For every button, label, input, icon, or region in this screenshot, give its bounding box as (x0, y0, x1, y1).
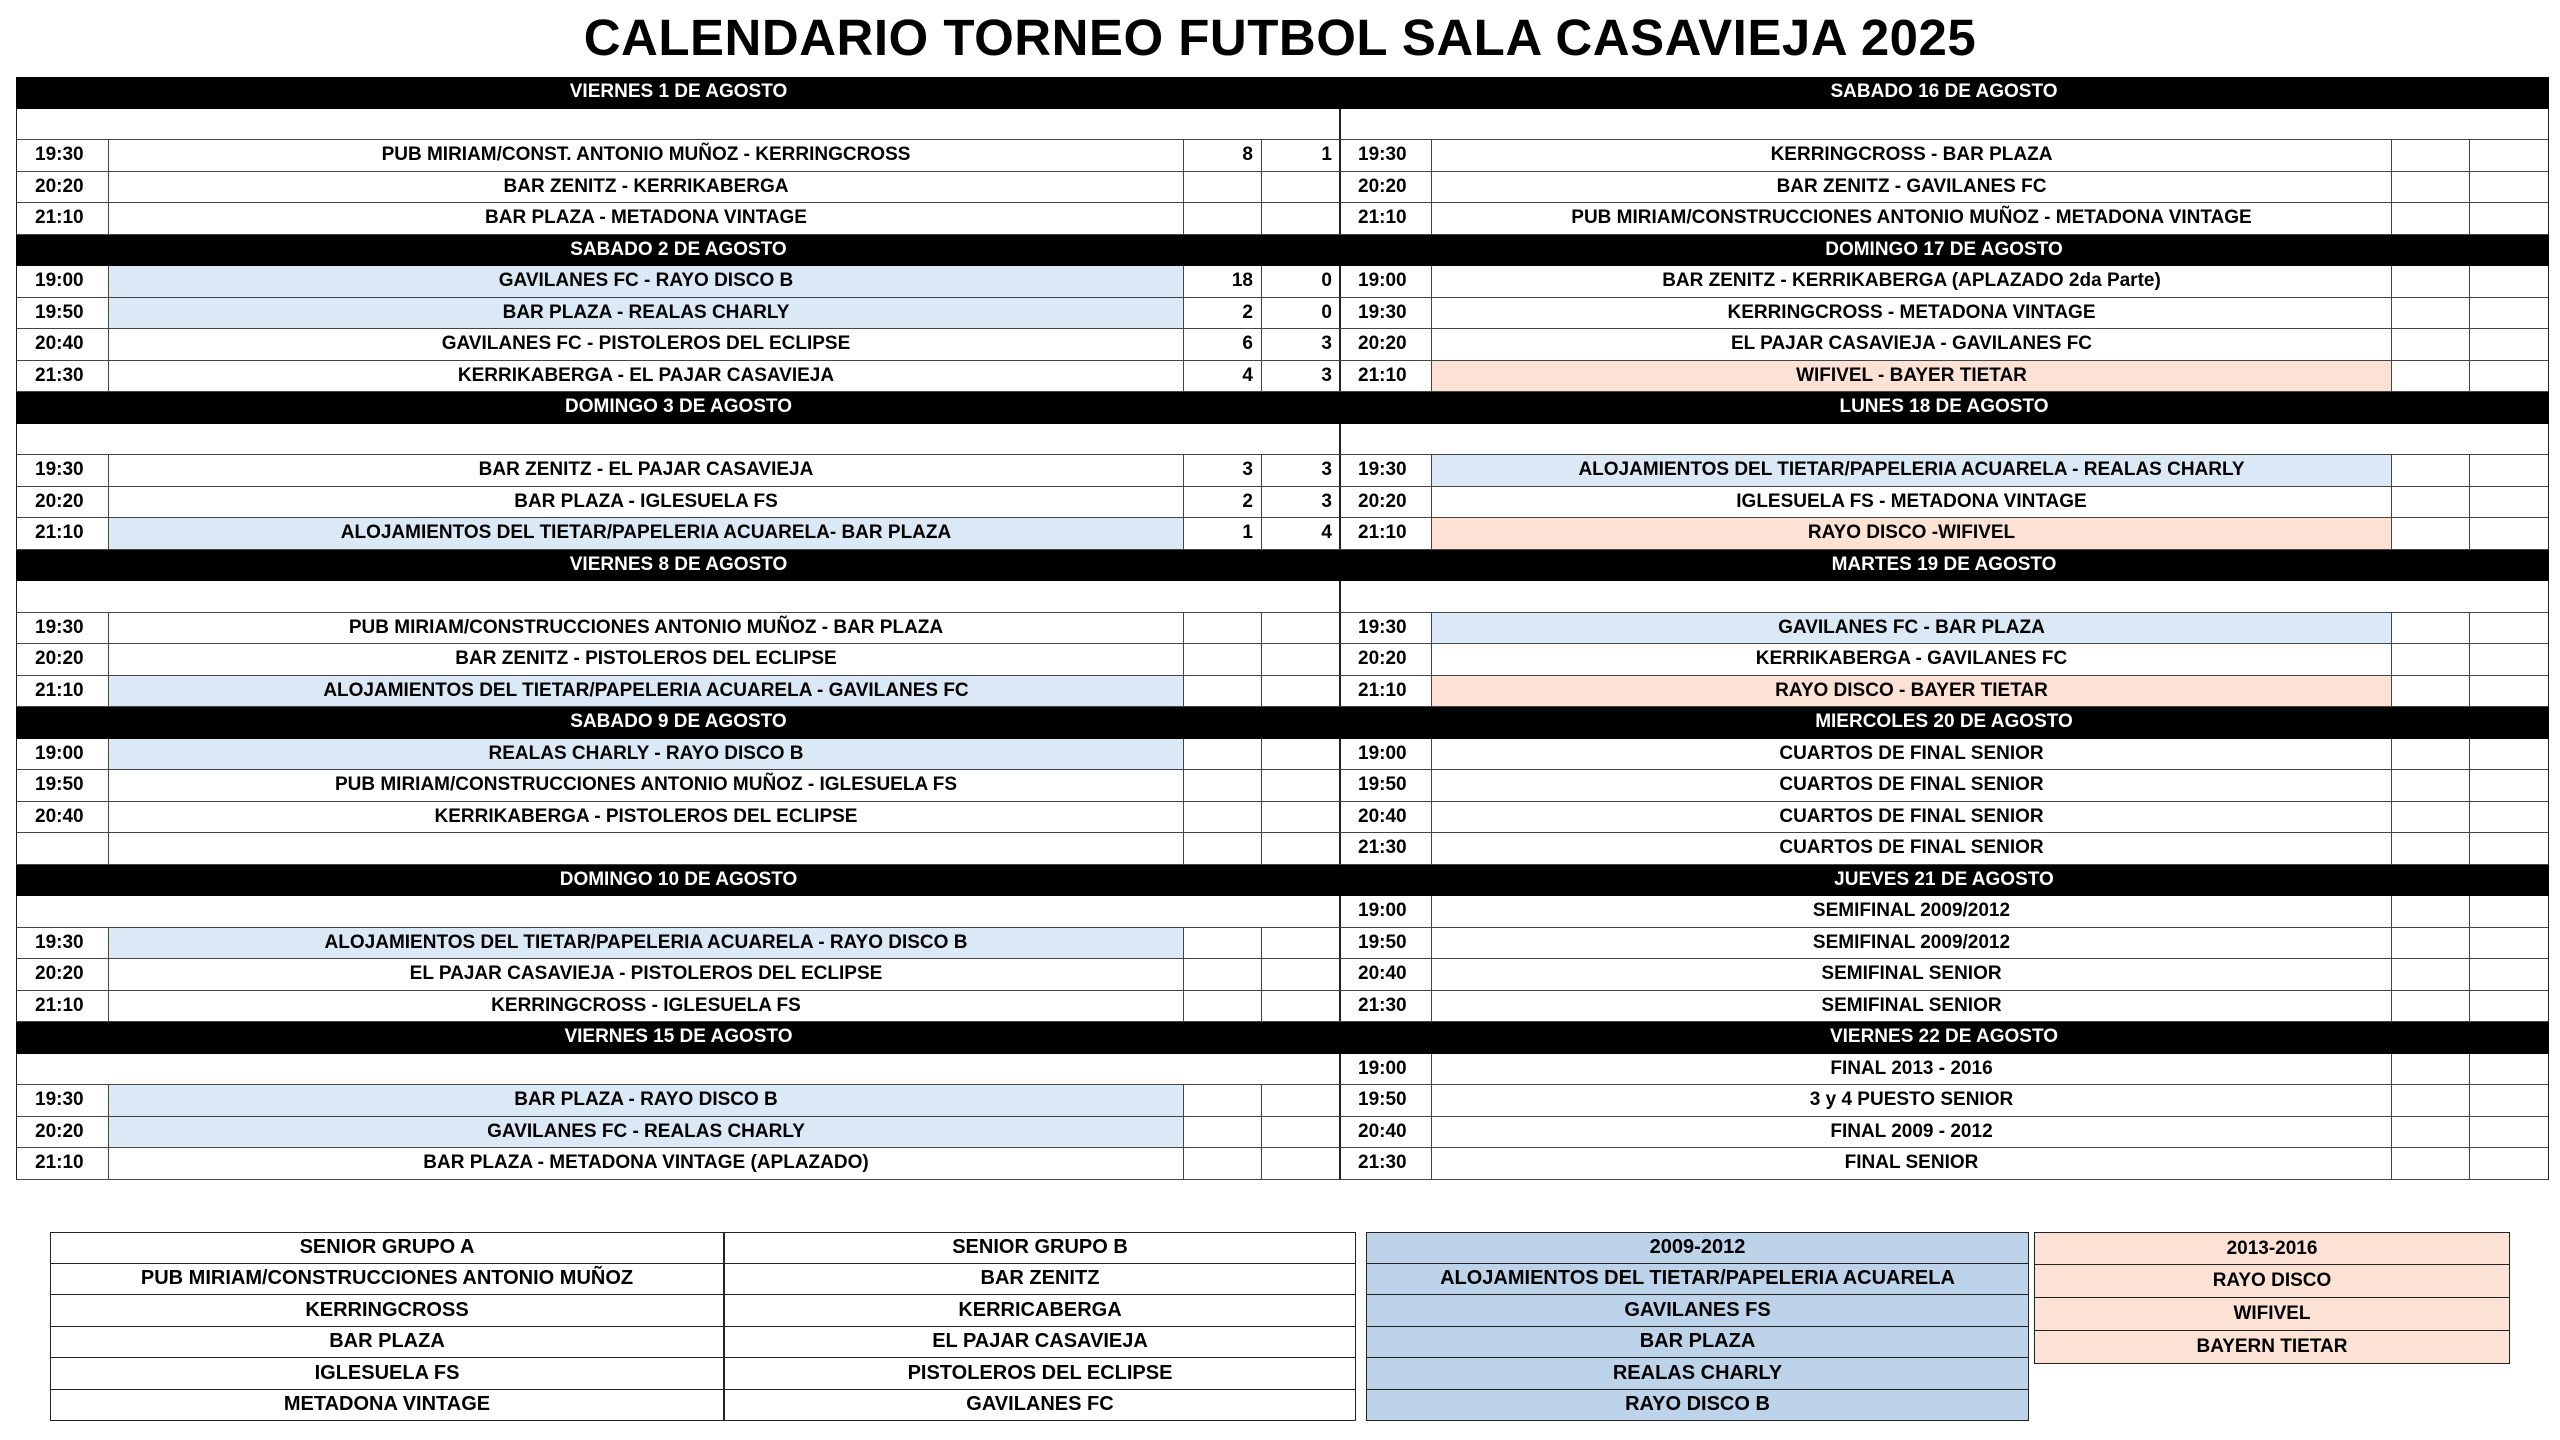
match-teams: BAR ZENITZ - EL PAJAR CASAVIEJA (109, 455, 1184, 486)
match-teams: FINAL 2009 - 2012 (1432, 1117, 2392, 1148)
score-away (1262, 676, 1340, 707)
match-row (16, 361, 1341, 393)
match-time: 21:10 (1340, 518, 1432, 549)
score-away (2470, 739, 2548, 770)
group-team: PISTOLEROS DEL ECLIPSE (724, 1358, 1356, 1390)
match-row (16, 266, 1341, 298)
group-title: SENIOR GRUPO B (724, 1232, 1356, 1264)
match-time (17, 833, 109, 864)
match-teams: BAR PLAZA - METADONA VINTAGE (109, 203, 1184, 234)
score-home (2392, 613, 2470, 644)
group-2013-2016 (2034, 1232, 2510, 1364)
match-teams: SEMIFINAL 2009/2012 (1432, 896, 2392, 927)
score-home (2392, 959, 2470, 990)
group-team: BAR ZENITZ (724, 1264, 1356, 1296)
day-header: SABADO 2 DE AGOSTO (16, 235, 1341, 267)
match-row (1339, 1085, 2549, 1117)
match-teams: PUB MIRIAM/CONSTRUCCIONES ANTONIO MUÑOZ - BAR PLAZA (109, 613, 1184, 644)
match-time: 21:30 (1340, 833, 1432, 864)
match-teams: BAR PLAZA - RAYO DISCO B (109, 1085, 1184, 1116)
score-home (1184, 203, 1262, 234)
score-home (1184, 833, 1262, 864)
day-header: VIERNES 1 DE AGOSTO (16, 77, 1341, 109)
match-time: 21:10 (17, 518, 109, 549)
match-time: 19:30 (1340, 455, 1432, 486)
match-time: 19:30 (17, 140, 109, 171)
match-row (1339, 770, 2549, 802)
score-away (1262, 1085, 1340, 1116)
match-time: 21:30 (1340, 1148, 1432, 1179)
match-time: 19:00 (1340, 266, 1432, 297)
day-header: JUEVES 21 DE AGOSTO (1339, 865, 2549, 897)
score-away (2470, 1117, 2548, 1148)
match-time: 20:20 (17, 959, 109, 990)
match-row (16, 487, 1341, 519)
match-row (1339, 518, 2549, 550)
match-time: 20:20 (1340, 172, 1432, 203)
score-home: 18 (1184, 266, 1262, 297)
score-home (1184, 676, 1262, 707)
score-home (2392, 991, 2470, 1022)
score-away (2470, 770, 2548, 801)
match-teams: ALOJAMIENTOS DEL TIETAR/PAPELERIA ACUARELA - RAYO DISCO B (109, 928, 1184, 959)
match-teams: WIFIVEL - BAYER TIETAR (1432, 361, 2392, 392)
score-home (2392, 770, 2470, 801)
match-teams: PUB MIRIAM/CONSTRUCCIONES ANTONIO MUÑOZ - METADONA VINTAGE (1432, 203, 2392, 234)
match-teams: 3 y 4 PUESTO SENIOR (1432, 1085, 2392, 1116)
match-teams: SEMIFINAL SENIOR (1432, 991, 2392, 1022)
group-team: METADONA VINTAGE (50, 1390, 724, 1422)
score-home (1184, 1117, 1262, 1148)
match-time: 19:30 (17, 1085, 109, 1116)
match-teams: CUARTOS DE FINAL SENIOR (1432, 833, 2392, 864)
match-row (16, 959, 1341, 991)
group-team: WIFIVEL (2034, 1298, 2510, 1331)
schedule-left (16, 77, 1341, 1180)
day-header: DOMINGO 17 DE AGOSTO (1339, 235, 2549, 267)
score-home (2392, 802, 2470, 833)
score-home (2392, 1148, 2470, 1179)
match-time: 21:10 (17, 1148, 109, 1179)
match-row (1339, 991, 2549, 1023)
score-home (2392, 1085, 2470, 1116)
match-teams: ALOJAMIENTOS DEL TIETAR/PAPELERIA ACUARELA- BAR PLAZA (109, 518, 1184, 549)
match-row (16, 298, 1341, 330)
match-row (1339, 896, 2549, 928)
match-time: 19:30 (17, 928, 109, 959)
score-home (1184, 959, 1262, 990)
match-row (16, 172, 1341, 204)
score-home: 3 (1184, 455, 1262, 486)
score-home: 1 (1184, 518, 1262, 549)
match-row (1339, 644, 2549, 676)
match-time: 19:00 (1340, 1054, 1432, 1085)
match-time: 20:40 (1340, 959, 1432, 990)
score-away: 0 (1321, 270, 1332, 292)
match-row (1339, 266, 2549, 298)
match-time: 20:40 (17, 802, 109, 833)
score-away (1262, 770, 1340, 801)
match-row (16, 518, 1341, 550)
score-away (2470, 991, 2548, 1022)
score-home (2392, 172, 2470, 203)
match-row (16, 140, 1341, 172)
match-row (16, 455, 1341, 487)
match-time: 20:20 (17, 487, 109, 518)
match-row (1339, 613, 2549, 645)
match-time: 21:10 (1340, 676, 1432, 707)
match-row (16, 1117, 1341, 1149)
match-row (16, 1085, 1341, 1117)
match-teams: KERRINGCROSS - BAR PLAZA (1432, 140, 2392, 171)
score-away (2470, 455, 2548, 486)
score-away (2470, 329, 2548, 360)
score-away (1262, 172, 1340, 203)
match-time: 19:50 (1340, 770, 1432, 801)
score-home (1184, 172, 1262, 203)
group-team: KERRINGCROSS (50, 1295, 724, 1327)
score-home (2392, 203, 2470, 234)
score-home (2392, 140, 2470, 171)
score-away (2470, 140, 2548, 171)
score-away (2470, 613, 2548, 644)
match-teams: BAR PLAZA - METADONA VINTAGE (APLAZADO) (109, 1148, 1184, 1179)
score-away (2470, 896, 2548, 927)
day-header: SABADO 9 DE AGOSTO (16, 707, 1341, 739)
day-header: DOMINGO 3 DE AGOSTO (16, 392, 1341, 424)
match-teams: CUARTOS DE FINAL SENIOR (1432, 802, 2392, 833)
score-home (2392, 1054, 2470, 1085)
match-time: 20:40 (1340, 1117, 1432, 1148)
group-team: PUB MIRIAM/CONSTRUCCIONES ANTONIO MUÑOZ (50, 1264, 724, 1296)
score-away (1262, 833, 1340, 864)
match-teams: KERRIKABERGA - PISTOLEROS DEL ECLIPSE (109, 802, 1184, 833)
match-teams: IGLESUELA FS - METADONA VINTAGE (1432, 487, 2392, 518)
match-row (16, 739, 1341, 771)
match-row (1339, 833, 2549, 865)
score-away (2470, 1085, 2548, 1116)
match-row (16, 329, 1341, 361)
match-teams: PUB MIRIAM/CONST. ANTONIO MUÑOZ - KERRINGCROSS (109, 140, 1184, 171)
score-away (2470, 1148, 2548, 1179)
day-header: DOMINGO 10 DE AGOSTO (16, 865, 1341, 897)
match-time: 21:10 (1340, 361, 1432, 392)
match-row (16, 1148, 1341, 1180)
score-home (2392, 928, 2470, 959)
group-title: 2009-2012 (1366, 1232, 2029, 1264)
spacer-row (16, 424, 1341, 456)
match-teams: BAR ZENITZ - KERRIKABERGA (109, 172, 1184, 203)
spacer-row (16, 581, 1341, 613)
score-away: 3 (1321, 364, 1332, 386)
match-time: 19:50 (17, 298, 109, 329)
group-title: 2013-2016 (2034, 1232, 2510, 1265)
match-teams: GAVILANES FC - BAR PLAZA (1432, 613, 2392, 644)
score-home (2392, 896, 2470, 927)
match-row (1339, 739, 2549, 771)
match-row (16, 644, 1341, 676)
group-team: GAVILANES FS (1366, 1295, 2029, 1327)
match-teams: GAVILANES FC - PISTOLEROS DEL ECLIPSE (109, 329, 1184, 360)
score-away (2470, 1054, 2548, 1085)
match-row (1339, 203, 2549, 235)
match-time: 21:30 (17, 361, 109, 392)
score-away (2470, 802, 2548, 833)
score-home: 2 (1184, 298, 1262, 329)
group-title: SENIOR GRUPO A (50, 1232, 724, 1264)
match-row (1339, 1148, 2549, 1180)
score-home (1184, 1148, 1262, 1179)
match-time: 19:00 (17, 266, 109, 297)
match-row (1339, 361, 2549, 393)
match-teams: FINAL 2013 - 2016 (1432, 1054, 2392, 1085)
score-away (2470, 487, 2548, 518)
group-team: KERRICABERGA (724, 1295, 1356, 1327)
score-away (1262, 203, 1340, 234)
match-time: 19:00 (1340, 739, 1432, 770)
spacer-row (1339, 109, 2549, 141)
day-header: MIERCOLES 20 DE AGOSTO (1339, 707, 2549, 739)
score-away: 3 (1321, 490, 1332, 512)
group-team: ALOJAMIENTOS DEL TIETAR/PAPELERIA ACUARELA (1366, 1264, 2029, 1296)
match-row (1339, 172, 2549, 204)
match-row (1339, 1054, 2549, 1086)
score-home (1184, 770, 1262, 801)
match-time: 19:30 (17, 613, 109, 644)
group-team: BAR PLAZA (50, 1327, 724, 1359)
day-header: VIERNES 8 DE AGOSTO (16, 550, 1341, 582)
spacer-row (1339, 424, 2549, 456)
score-away (2470, 928, 2548, 959)
match-time: 19:30 (1340, 613, 1432, 644)
score-home: 6 (1184, 329, 1262, 360)
spacer-row (16, 896, 1341, 928)
score-home: 4 (1184, 361, 1262, 392)
match-row (1339, 676, 2549, 708)
spacer-row (16, 109, 1341, 141)
match-teams: KERRINGCROSS - METADONA VINTAGE (1432, 298, 2392, 329)
score-away: 3 (1321, 333, 1332, 355)
match-time: 20:20 (1340, 644, 1432, 675)
score-home (2392, 676, 2470, 707)
score-home (2392, 329, 2470, 360)
match-teams: ALOJAMIENTOS DEL TIETAR/PAPELERIA ACUARELA - REALAS CHARLY (1432, 455, 2392, 486)
score-away (2470, 266, 2548, 297)
score-home: 8 (1184, 140, 1262, 171)
score-home (2392, 833, 2470, 864)
match-teams: RAYO DISCO - BAYER TIETAR (1432, 676, 2392, 707)
score-away (1262, 928, 1340, 959)
match-teams: CUARTOS DE FINAL SENIOR (1432, 739, 2392, 770)
schedule-right (1339, 77, 2549, 1180)
score-away (2470, 518, 2548, 549)
score-home (2392, 298, 2470, 329)
match-teams: BAR PLAZA - IGLESUELA FS (109, 487, 1184, 518)
score-away (2470, 203, 2548, 234)
score-home (2392, 739, 2470, 770)
score-home (1184, 644, 1262, 675)
score-away (2470, 644, 2548, 675)
match-teams: SEMIFINAL 2009/2012 (1432, 928, 2392, 959)
match-teams: REALAS CHARLY - RAYO DISCO B (109, 739, 1184, 770)
score-home (2392, 487, 2470, 518)
match-teams: GAVILANES FC - REALAS CHARLY (109, 1117, 1184, 1148)
score-home (2392, 266, 2470, 297)
score-home (2392, 644, 2470, 675)
match-row (1339, 140, 2549, 172)
match-row (16, 203, 1341, 235)
match-time: 19:50 (17, 770, 109, 801)
day-header: LUNES 18 DE AGOSTO (1339, 392, 2549, 424)
spacer-row (1339, 581, 2549, 613)
day-header: SABADO 16 DE AGOSTO (1339, 77, 2549, 109)
score-away: 4 (1321, 522, 1332, 544)
spacer-row (16, 1054, 1341, 1086)
match-time: 19:00 (17, 739, 109, 770)
score-away (2470, 361, 2548, 392)
match-time: 20:40 (17, 329, 109, 360)
match-time: 21:30 (1340, 991, 1432, 1022)
score-home (1184, 991, 1262, 1022)
match-teams: CUARTOS DE FINAL SENIOR (1432, 770, 2392, 801)
score-away: 3 (1321, 459, 1332, 481)
match-teams: KERRIKABERGA - GAVILANES FC (1432, 644, 2392, 675)
score-away (2470, 959, 2548, 990)
group-senior-a (50, 1232, 724, 1421)
group-team: RAYO DISCO B (1366, 1390, 2029, 1422)
page-title: CALENDARIO TORNEO FUTBOL SALA CASAVIEJA 2025 (583, 9, 1977, 66)
match-teams: PUB MIRIAM/CONSTRUCCIONES ANTONIO MUÑOZ - IGLESUELA FS (109, 770, 1184, 801)
match-row (1339, 959, 2549, 991)
group-team: BAR PLAZA (1366, 1327, 2029, 1359)
match-time: 19:50 (1340, 1085, 1432, 1116)
match-time: 21:10 (17, 991, 109, 1022)
match-row (1339, 298, 2549, 330)
score-home (1184, 1085, 1262, 1116)
group-team: RAYO DISCO (2034, 1265, 2510, 1298)
group-team: IGLESUELA FS (50, 1358, 724, 1390)
match-row (1339, 928, 2549, 960)
group-team: EL PAJAR CASAVIEJA (724, 1327, 1356, 1359)
match-time: 19:30 (1340, 140, 1432, 171)
match-row (16, 676, 1341, 708)
match-teams: KERRIKABERGA - EL PAJAR CASAVIEJA (109, 361, 1184, 392)
score-away: 1 (1321, 144, 1332, 166)
match-row (16, 833, 1341, 865)
score-away: 0 (1321, 301, 1332, 323)
score-home (2392, 518, 2470, 549)
match-time: 21:10 (1340, 203, 1432, 234)
match-row (16, 991, 1341, 1023)
group-2009-2012 (1366, 1232, 2029, 1421)
match-teams: EL PAJAR CASAVIEJA - PISTOLEROS DEL ECLIPSE (109, 959, 1184, 990)
group-team: GAVILANES FC (724, 1390, 1356, 1422)
match-teams: RAYO DISCO -WIFIVEL (1432, 518, 2392, 549)
match-teams: BAR ZENITZ - KERRIKABERGA (APLAZADO 2da Parte) (1432, 266, 2392, 297)
score-away (2470, 833, 2548, 864)
score-home (2392, 1117, 2470, 1148)
match-row (1339, 487, 2549, 519)
score-home (1184, 928, 1262, 959)
score-home (1184, 802, 1262, 833)
score-away (1262, 644, 1340, 675)
match-teams: BAR ZENITZ - GAVILANES FC (1432, 172, 2392, 203)
match-row (1339, 329, 2549, 361)
match-row (16, 770, 1341, 802)
match-teams: FINAL SENIOR (1432, 1148, 2392, 1179)
match-time: 19:50 (1340, 928, 1432, 959)
match-row (1339, 802, 2549, 834)
match-teams: GAVILANES FC - RAYO DISCO B (109, 266, 1184, 297)
match-time: 20:20 (1340, 487, 1432, 518)
match-teams (109, 833, 1184, 864)
score-home (1184, 613, 1262, 644)
score-away (1262, 959, 1340, 990)
score-away (2470, 298, 2548, 329)
match-row (16, 613, 1341, 645)
score-away (1262, 739, 1340, 770)
match-time: 19:30 (17, 455, 109, 486)
match-time: 21:10 (17, 203, 109, 234)
match-teams: KERRINGCROSS - IGLESUELA FS (109, 991, 1184, 1022)
score-away (1262, 1148, 1340, 1179)
score-away (2470, 172, 2548, 203)
match-teams: BAR PLAZA - REALAS CHARLY (109, 298, 1184, 329)
match-time: 19:30 (1340, 298, 1432, 329)
day-header: VIERNES 22 DE AGOSTO (1339, 1022, 2549, 1054)
group-senior-b (724, 1232, 1356, 1421)
match-teams: BAR ZENITZ - PISTOLEROS DEL ECLIPSE (109, 644, 1184, 675)
match-teams: ALOJAMIENTOS DEL TIETAR/PAPELERIA ACUARELA - GAVILANES FC (109, 676, 1184, 707)
match-time: 21:10 (17, 676, 109, 707)
group-team: BAYERN TIETAR (2034, 1331, 2510, 1364)
day-header: MARTES 19 DE AGOSTO (1339, 550, 2549, 582)
match-teams: EL PAJAR CASAVIEJA - GAVILANES FC (1432, 329, 2392, 360)
match-time: 19:00 (1340, 896, 1432, 927)
day-header: VIERNES 15 DE AGOSTO (16, 1022, 1341, 1054)
match-time: 20:20 (1340, 329, 1432, 360)
match-row (1339, 455, 2549, 487)
match-time: 20:20 (17, 172, 109, 203)
score-away (1262, 1117, 1340, 1148)
group-team: REALAS CHARLY (1366, 1358, 2029, 1390)
match-time: 20:40 (1340, 802, 1432, 833)
score-home (1184, 739, 1262, 770)
score-home (2392, 455, 2470, 486)
match-row (16, 802, 1341, 834)
match-time: 20:20 (17, 1117, 109, 1148)
score-home (2392, 361, 2470, 392)
score-away (1262, 613, 1340, 644)
score-away (1262, 991, 1340, 1022)
score-away (2470, 676, 2548, 707)
score-away (1262, 802, 1340, 833)
score-home: 2 (1184, 487, 1262, 518)
match-time: 20:20 (17, 644, 109, 675)
match-row (1339, 1117, 2549, 1149)
match-teams: SEMIFINAL SENIOR (1432, 959, 2392, 990)
match-row (16, 928, 1341, 960)
